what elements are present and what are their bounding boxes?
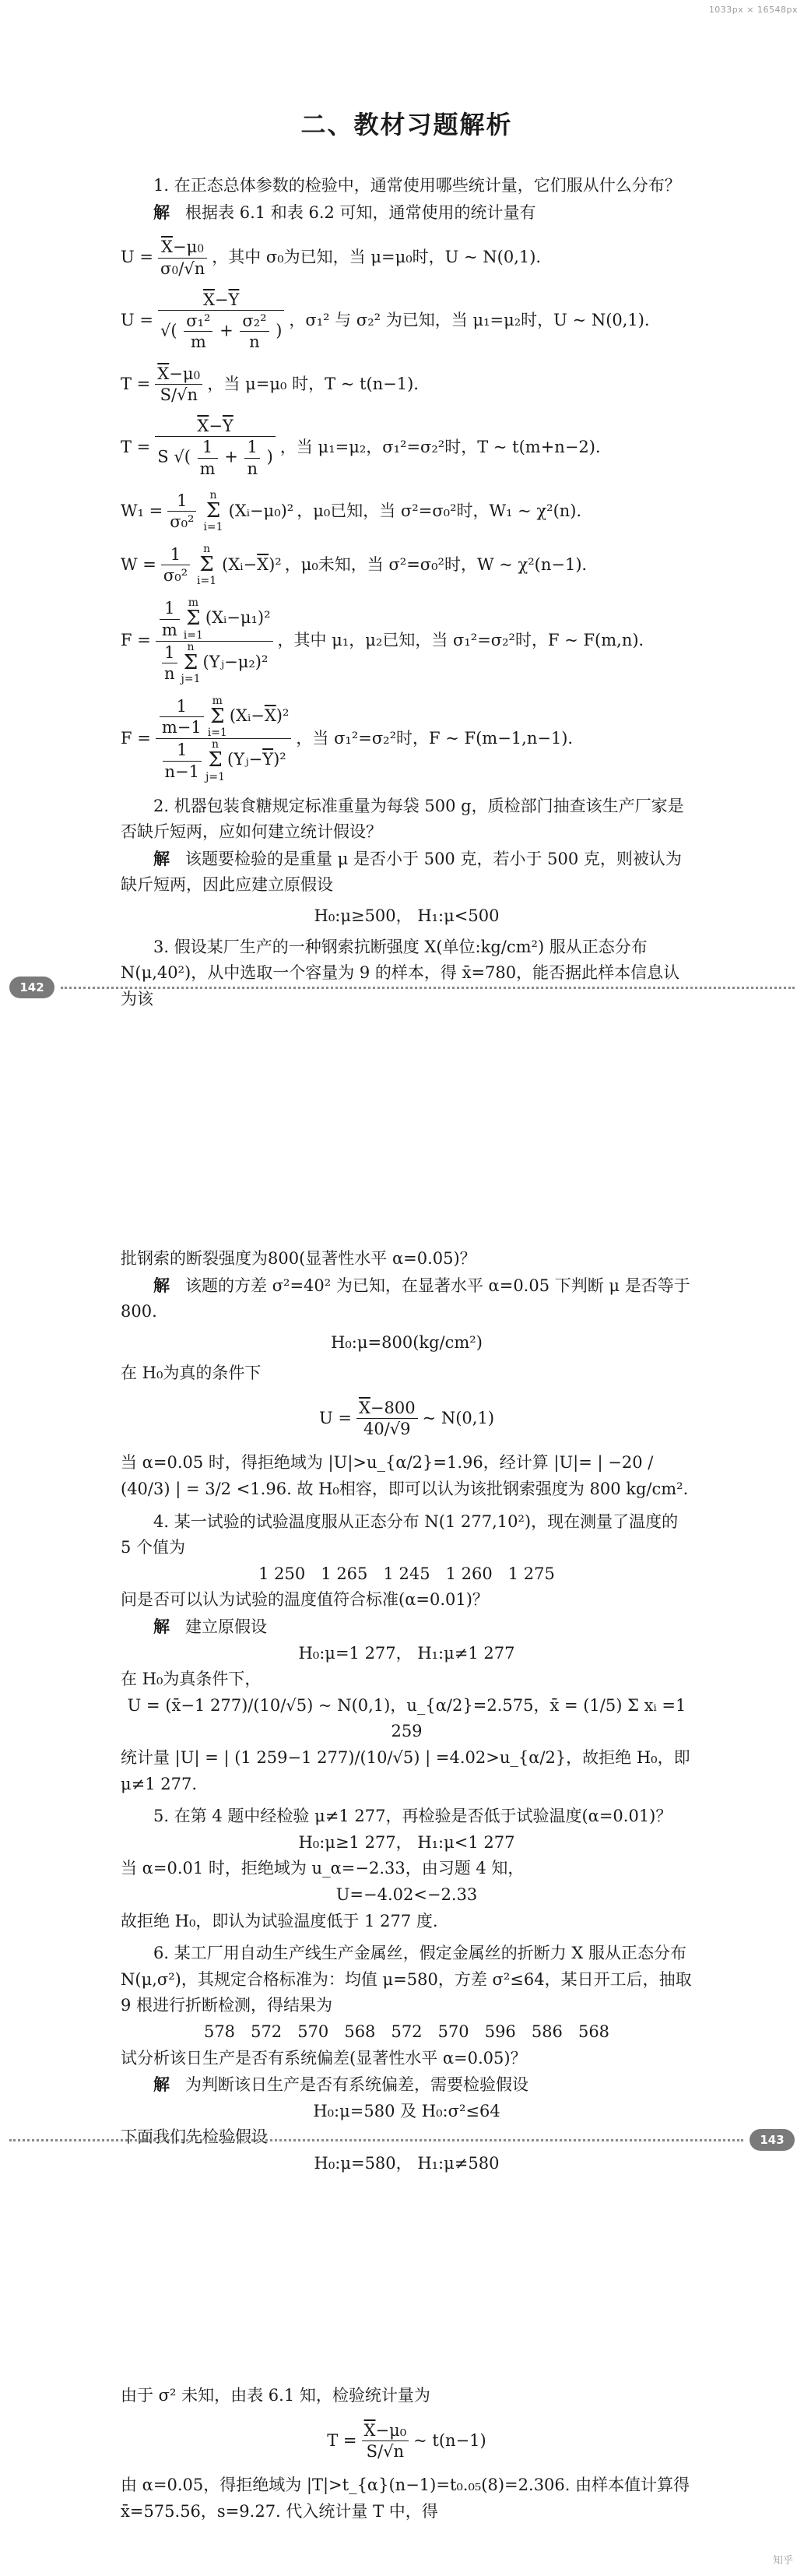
hypothesis-6b: H₀:μ=580， H₁:μ≠580	[314, 2153, 500, 2173]
formula-w: W = $\frac{1}{\text{σ₀²}}$ n Σ i=1 $(Xᵢ-\overline{X})^2$ ，μ₀未知，当 σ²=σ₀²时，W ~ χ²(n−1)．	[121, 543, 599, 588]
question-6: 6. 某工厂用自动生产线生产金属丝，假定金属丝的折断力 X 服从正态分布 N(μ,σ²)，其规定合格标准为：均值 μ=580，方差 σ²≤64，某日开工后，抽取 9 根进行折断检测，得结果为	[121, 1944, 692, 2015]
answer-2-text: 该题要检验的是重量 μ 是否小于 500 克，若小于 500 克，则被认为缺斤短两，因此应建立原假设	[121, 849, 682, 895]
footer-divider	[9, 2139, 743, 2141]
answer-3-condition: 在 H₀为真的条件下	[121, 1364, 262, 1383]
value: 1 250	[258, 1564, 306, 1583]
statistic-3: U = $\frac{\overline{X}-800}{40/√9}$ ~ N(0,1)	[318, 1398, 495, 1439]
section-title: 二、教材习题解析	[300, 110, 513, 139]
formula-2-text: ，σ₁² 与 σ₂² 为已知，当 μ₁=μ₂时，U ~ N(0,1)．	[289, 311, 661, 330]
answer-4-text: 建立原假设	[185, 1617, 268, 1637]
hypothesis-4: H₀:μ=1 277， H₁:μ≠1 277	[298, 1643, 515, 1663]
value: 1 275	[507, 1564, 555, 1583]
page-footer-142	[0, 973, 804, 1001]
answer-2	[121, 846, 693, 899]
answer-6	[121, 2071, 693, 2099]
footer-divider	[61, 987, 795, 989]
formula-6-text: ，μ₀未知，当 σ²=σ₀²时，W ~ χ²(n−1)．	[284, 555, 599, 575]
formula-t-two-sample: T = $\overline{X}-\overline{Y}$ S √( $\frac{1}{m}$ + $\frac{1}{n}$ ) ，当 μ₁=μ₂，σ₁²=σ₂²时，T ~ t(m+n−2)．	[121, 417, 612, 478]
answer-4-condition: 在 H₀为真条件下，	[121, 1670, 262, 1689]
page-142-content	[121, 0, 693, 1012]
page-number-badge: 143	[750, 2129, 795, 2151]
value: 570	[437, 2022, 469, 2041]
page-number-badge: 142	[9, 977, 54, 998]
value: 1 245	[383, 1564, 430, 1583]
formula-f-known-mean: F = $\frac{1}{m}$ m Σ i=1 (Xᵢ−μ₁)² $\frac{1}{n}$ n Σ j=1 (Yⱼ−μ₂)² ，其中 μ₁，μ₂已知，当 σ₁²=σ₂²时，F ~ F(m,n)．	[121, 596, 655, 686]
answer-1-intro	[121, 199, 693, 227]
question-3-continued: 批钢索的断裂强度为800(显著性水平 α=0.05)？	[121, 1249, 476, 1268]
answer-5-calc: U=−4.02<−2.33	[335, 1884, 478, 1904]
watermark: 知乎	[772, 2555, 793, 2567]
formula-1-text: ，其中 σ₀为已知，当 μ=μ₀时，U ~ N(0,1)．	[212, 248, 553, 267]
question-1: 1. 在正态总体参数的检验中，通常使用哪些统计量，它们服从什么分布？	[153, 176, 681, 195]
page-143	[0, 1020, 804, 2282]
question-5: 5. 在第 4 题中经检验 μ≠1 277，再检验是否低于试验温度(α=0.01)？	[153, 1807, 672, 1826]
question-4: 4. 某一试验的试验温度服从正态分布 N(1 277,10²)，现在测量了温度的 5 个值为	[121, 1511, 679, 1557]
hypothesis-3: H₀:μ=800(kg/cm²)	[331, 1332, 483, 1352]
value: 572	[391, 2022, 423, 2041]
value: 568	[344, 2022, 376, 2041]
page-143-content	[121, 1246, 693, 2177]
page3-line-2: 由 α=0.05，得拒绝域为 |T|>t_{α}(n−1)=t₀.₀₅(8)=2.306. 由样本值计算得	[121, 2476, 690, 2495]
value: 572	[251, 2022, 283, 2041]
question-4-values	[121, 1561, 693, 1588]
formula-t-one-sample: T = $\frac{\overline{X}-\mu 0}{S/√n}$ ，当 μ=μ₀ 时，T ~ t(n−1)．	[121, 364, 430, 404]
statistic-4: U = (x̄−1 277)/(10/√5) ~ N(0,1)，u_{α/2}=2.575，x̄ = (1/5) Σ xᵢ =1 259	[127, 1695, 686, 1741]
value: 568	[578, 2022, 610, 2041]
answer-3-text: 该题的方差 σ²=40² 为已知，在显著水平 α=0.05 下判断 μ 是否等于 800.	[121, 1276, 690, 1321]
statistic-6: T = $\frac{\overline{X}-\mu_0}{S/√n}$ ~ t(n−1)	[327, 2420, 486, 2461]
value: 1 265	[321, 1564, 368, 1583]
answer-label: 解	[153, 848, 170, 868]
formula-7-text: ，其中 μ₁，μ₂已知，当 σ₁²=σ₂²时，F ~ F(m,n)．	[277, 631, 655, 650]
page3-line-1: 由于 σ² 未知，由表 6.1 知，检验统计量为	[121, 2386, 430, 2405]
value: 578	[203, 2022, 236, 2041]
answer-1-text: 根据表 6.1 和表 6.2 可知，通常使用的统计量有	[185, 202, 536, 222]
page-144-content	[121, 2383, 693, 2525]
page3-line-3: x̄=575.56，s=9.27. 代入统计量 T 中，得	[121, 2501, 438, 2521]
answer-4	[121, 1614, 693, 1641]
question-6-values	[121, 2019, 693, 2046]
statistic-3-dist: ~ N(0,1)	[422, 1408, 495, 1427]
hypothesis-6: H₀:μ=580 及 H₀:σ²≤64	[313, 2101, 500, 2120]
value: 570	[297, 2022, 329, 2041]
question-2: 2. 机器包装食糖规定标准重量为每袋 500 g，质检部门抽查该生产厂家是否缺斤短两，应如何建立统计假设？	[121, 796, 684, 842]
formula-5-text: ，μ₀已知，当 σ²=σ₀²时，W₁ ~ χ²(n)．	[297, 501, 593, 520]
answer-3	[121, 1272, 693, 1325]
answer-label: 解	[153, 202, 170, 222]
value: 1 260	[445, 1564, 493, 1583]
question-6-ask: 试分析该日生产是否有系统偏差(显著性水平 α=0.05)？	[121, 2048, 527, 2067]
formula-u-known-sigma: U = $\frac{\overline{X}-\mu 0}{\sigma 0/√n}$ ，其中 σ₀为已知，当 μ=μ₀时，U ~ N(0,1)．	[121, 238, 553, 278]
formula-f-unknown-mean: F = $\frac{1}{m-1}$ m Σ i=1 $(Xᵢ-\overline{X})^2$ $\frac{1}{n-1}$ n Σ j=1 $(Yⱼ-\overline{Y})^2$ ，当 σ₁²=σ₂²时，F ~ F(m−1,n−1)．	[121, 695, 585, 783]
question-3-start: 3. 假设某厂生产的一种钢索抗断强度 X(单位:kg/cm²) 服从正态分布 N(μ,40²)，从中选取一个容量为 9 的样本，得 x̄=780，能否据此样本信息认为该	[121, 937, 680, 1008]
answer-label: 解	[153, 1275, 170, 1295]
answer-5-conclusion: 故拒绝 H₀，即认为试验温度低于 1 277 度.	[121, 1911, 438, 1930]
answer-5-text: 当 α=0.01 时，拒绝域为 u_α=−2.33，由习题 4 知，	[121, 1859, 525, 1878]
value: 596	[484, 2022, 516, 2041]
formula-w1: W₁ = $\frac{1}{\text{σ₀²}}$ n Σ i=1 (Xᵢ−μ₀)² ，μ₀已知，当 σ²=σ₀²时，W₁ ~ χ²(n)．	[121, 488, 593, 534]
answer-6-text: 为判断该日生产是否有系统偏差，需要检验假设	[185, 2075, 529, 2095]
hypothesis-2: H₀:μ≥500， H₁:μ<500	[314, 906, 500, 926]
page-142	[0, 0, 804, 1012]
page-144-partial	[0, 2282, 804, 2576]
formula-4-text: ，当 μ₁=μ₂，σ₁²=σ₂²时，T ~ t(m+n−2)．	[279, 437, 612, 456]
answer-6-first: 下面我们先检验假设	[121, 2127, 268, 2147]
formula-u-two-sample: U = $\overline{X}-\overline{Y}$ √( $\frac{\text{σ₁²}}{m}$ + $\frac{\text{σ₂²}}{n}$ ) ，σ₁² 与 σ₂² 为已知，当 μ₁=μ₂时，U ~ N(0,1)．	[121, 290, 661, 352]
answer-label: 解	[153, 1617, 170, 1637]
formula-3-text: ，当 μ=μ₀ 时，T ~ t(n−1)．	[207, 374, 430, 393]
hypothesis-5: H₀:μ≥1 277， H₁:μ<1 277	[298, 1832, 515, 1852]
question-4-ask: 问是否可以认为试验的温度值符合标准(α=0.01)？	[121, 1590, 489, 1610]
answer-4-calc: 统计量 |U| = | (1 259−1 277)/(10/√5) | =4.02>u_{α/2}，故拒绝 H₀，即 μ≠1 277.	[121, 1748, 690, 1793]
value: 586	[531, 2022, 563, 2041]
formula-8-text: ，当 σ₁²=σ₂²时，F ~ F(m−1,n−1)．	[296, 729, 585, 748]
answer-label: 解	[153, 2075, 170, 2095]
image-size-badge: 1033px × 16548px	[708, 5, 798, 15]
answer-3-reject: 当 α=0.05 时，得拒绝域为 |U|>u_{α/2}=1.96，经计算 |U|= | −20 / (40/3) | = 3/2 <1.96. 故 H₀相容，即可以认为该批钢索强度为 800 kg/cm².	[121, 1453, 689, 1499]
page-footer-143	[0, 2126, 804, 2154]
